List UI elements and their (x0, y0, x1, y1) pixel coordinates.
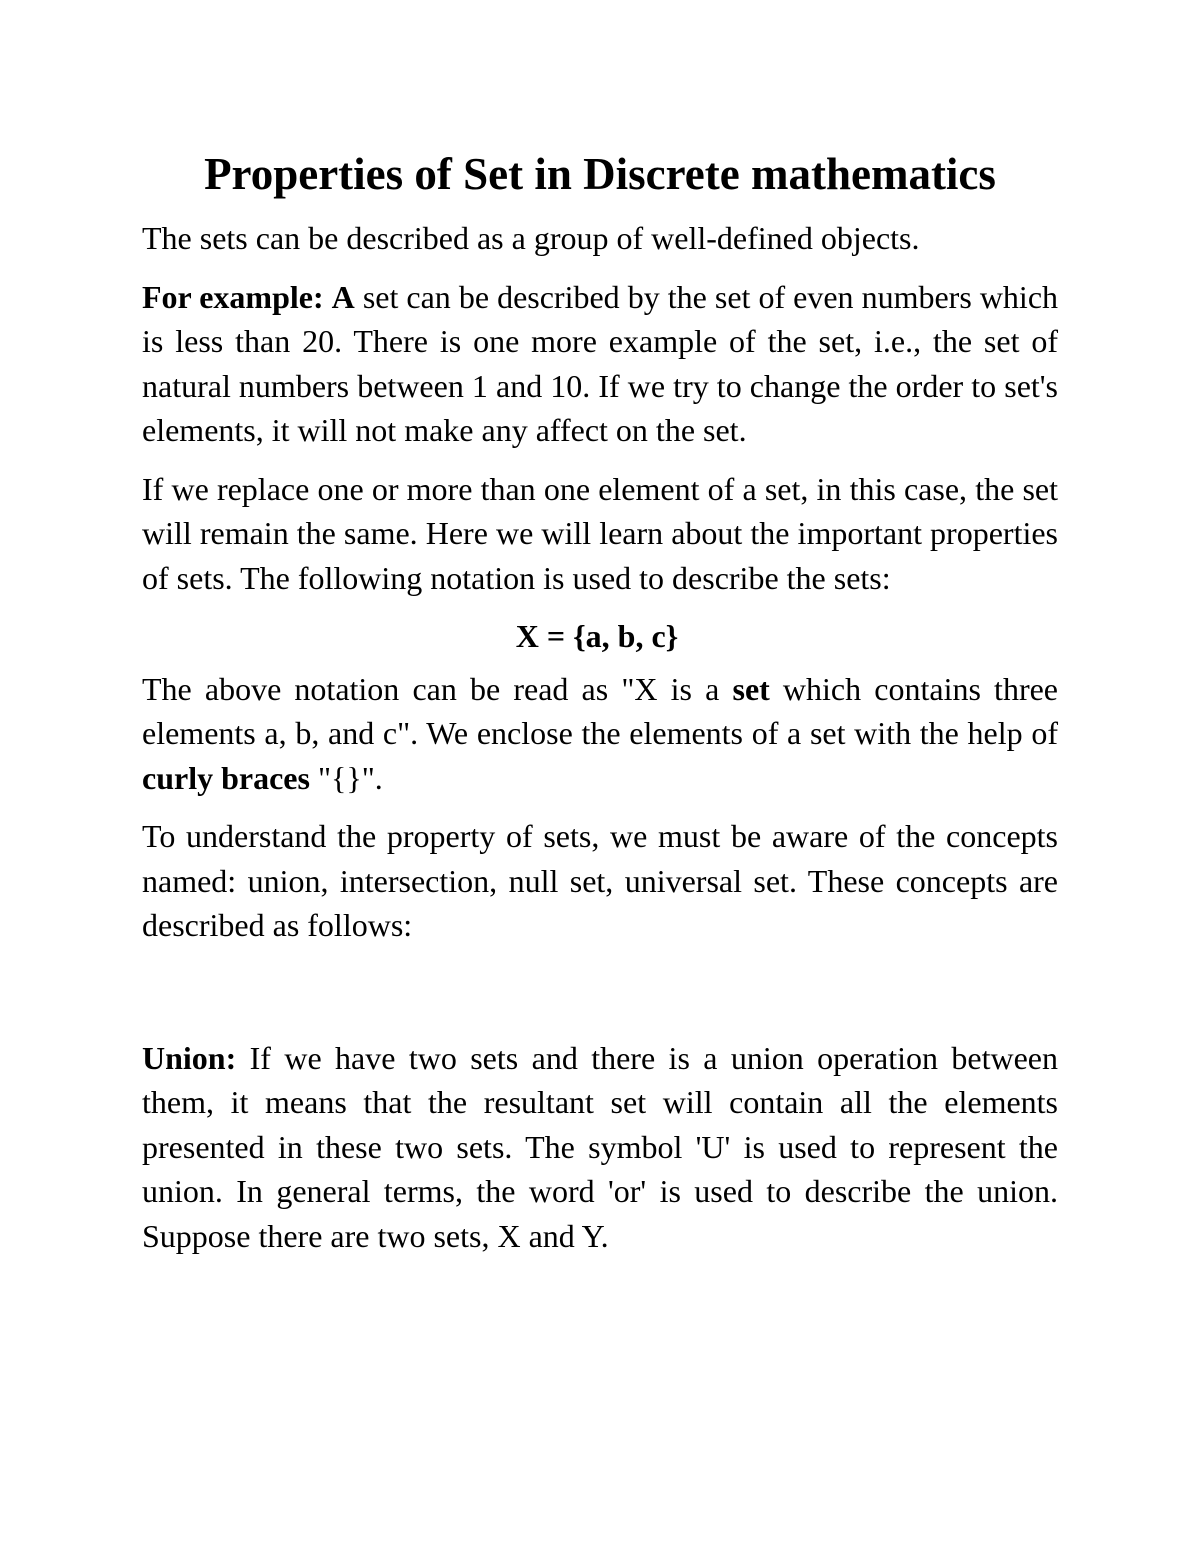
page-title: Properties of Set in Discrete mathematics (204, 149, 996, 199)
notation-bold-set: set (732, 670, 770, 707)
notation-explained-paragraph (142, 667, 1058, 801)
notation-text-3: "{}". (309, 759, 383, 796)
notation-bold-curly-braces: curly braces (142, 759, 310, 796)
concepts-paragraph: To understand the property of sets, we must be aware of the concepts named: union, intersection, null set, universal set. These concepts are described as follows: (142, 818, 1058, 943)
replace-paragraph: If we replace one or more than one element of a set, in this case, the set will remain the same. Here we will learn about the important properties of sets. The following notation is used to describe the sets: (142, 470, 1058, 596)
notation-text-2: which contains three elements a, b, and c". We enclose the elements of a set with the help of (142, 670, 1059, 751)
example-text: set can be described by the set of even numbers which is less than 20. There is one more example of the set, i.e., the set of natural numbers between 1 and 10. If we try to change the order to set's elements, it will not make any affect on the set. (142, 278, 1059, 448)
notation-text-1: The above notation can be read as "X is a (142, 670, 733, 707)
union-paragraph (142, 1036, 1058, 1259)
set-notation-formula: X = {a, b, c} (515, 618, 679, 654)
blank-line (142, 948, 1058, 1036)
intro-paragraph: The sets can be described as a group of well-defined objects. (142, 220, 920, 256)
union-label: Union: (142, 1039, 237, 1076)
union-text: If we have two sets and there is a union operation between them, it means that the resultant set will contain all the elements presented in these two sets. The symbol 'U' is used to represent the union. In general terms, the word 'or' is used to describe the union. Suppose there are two sets, X and Y. (142, 1039, 1058, 1254)
document-page (142, 146, 1058, 1258)
example-label: For example: (142, 278, 324, 315)
example-paragraph (142, 275, 1058, 453)
example-first-word: A (331, 278, 355, 315)
